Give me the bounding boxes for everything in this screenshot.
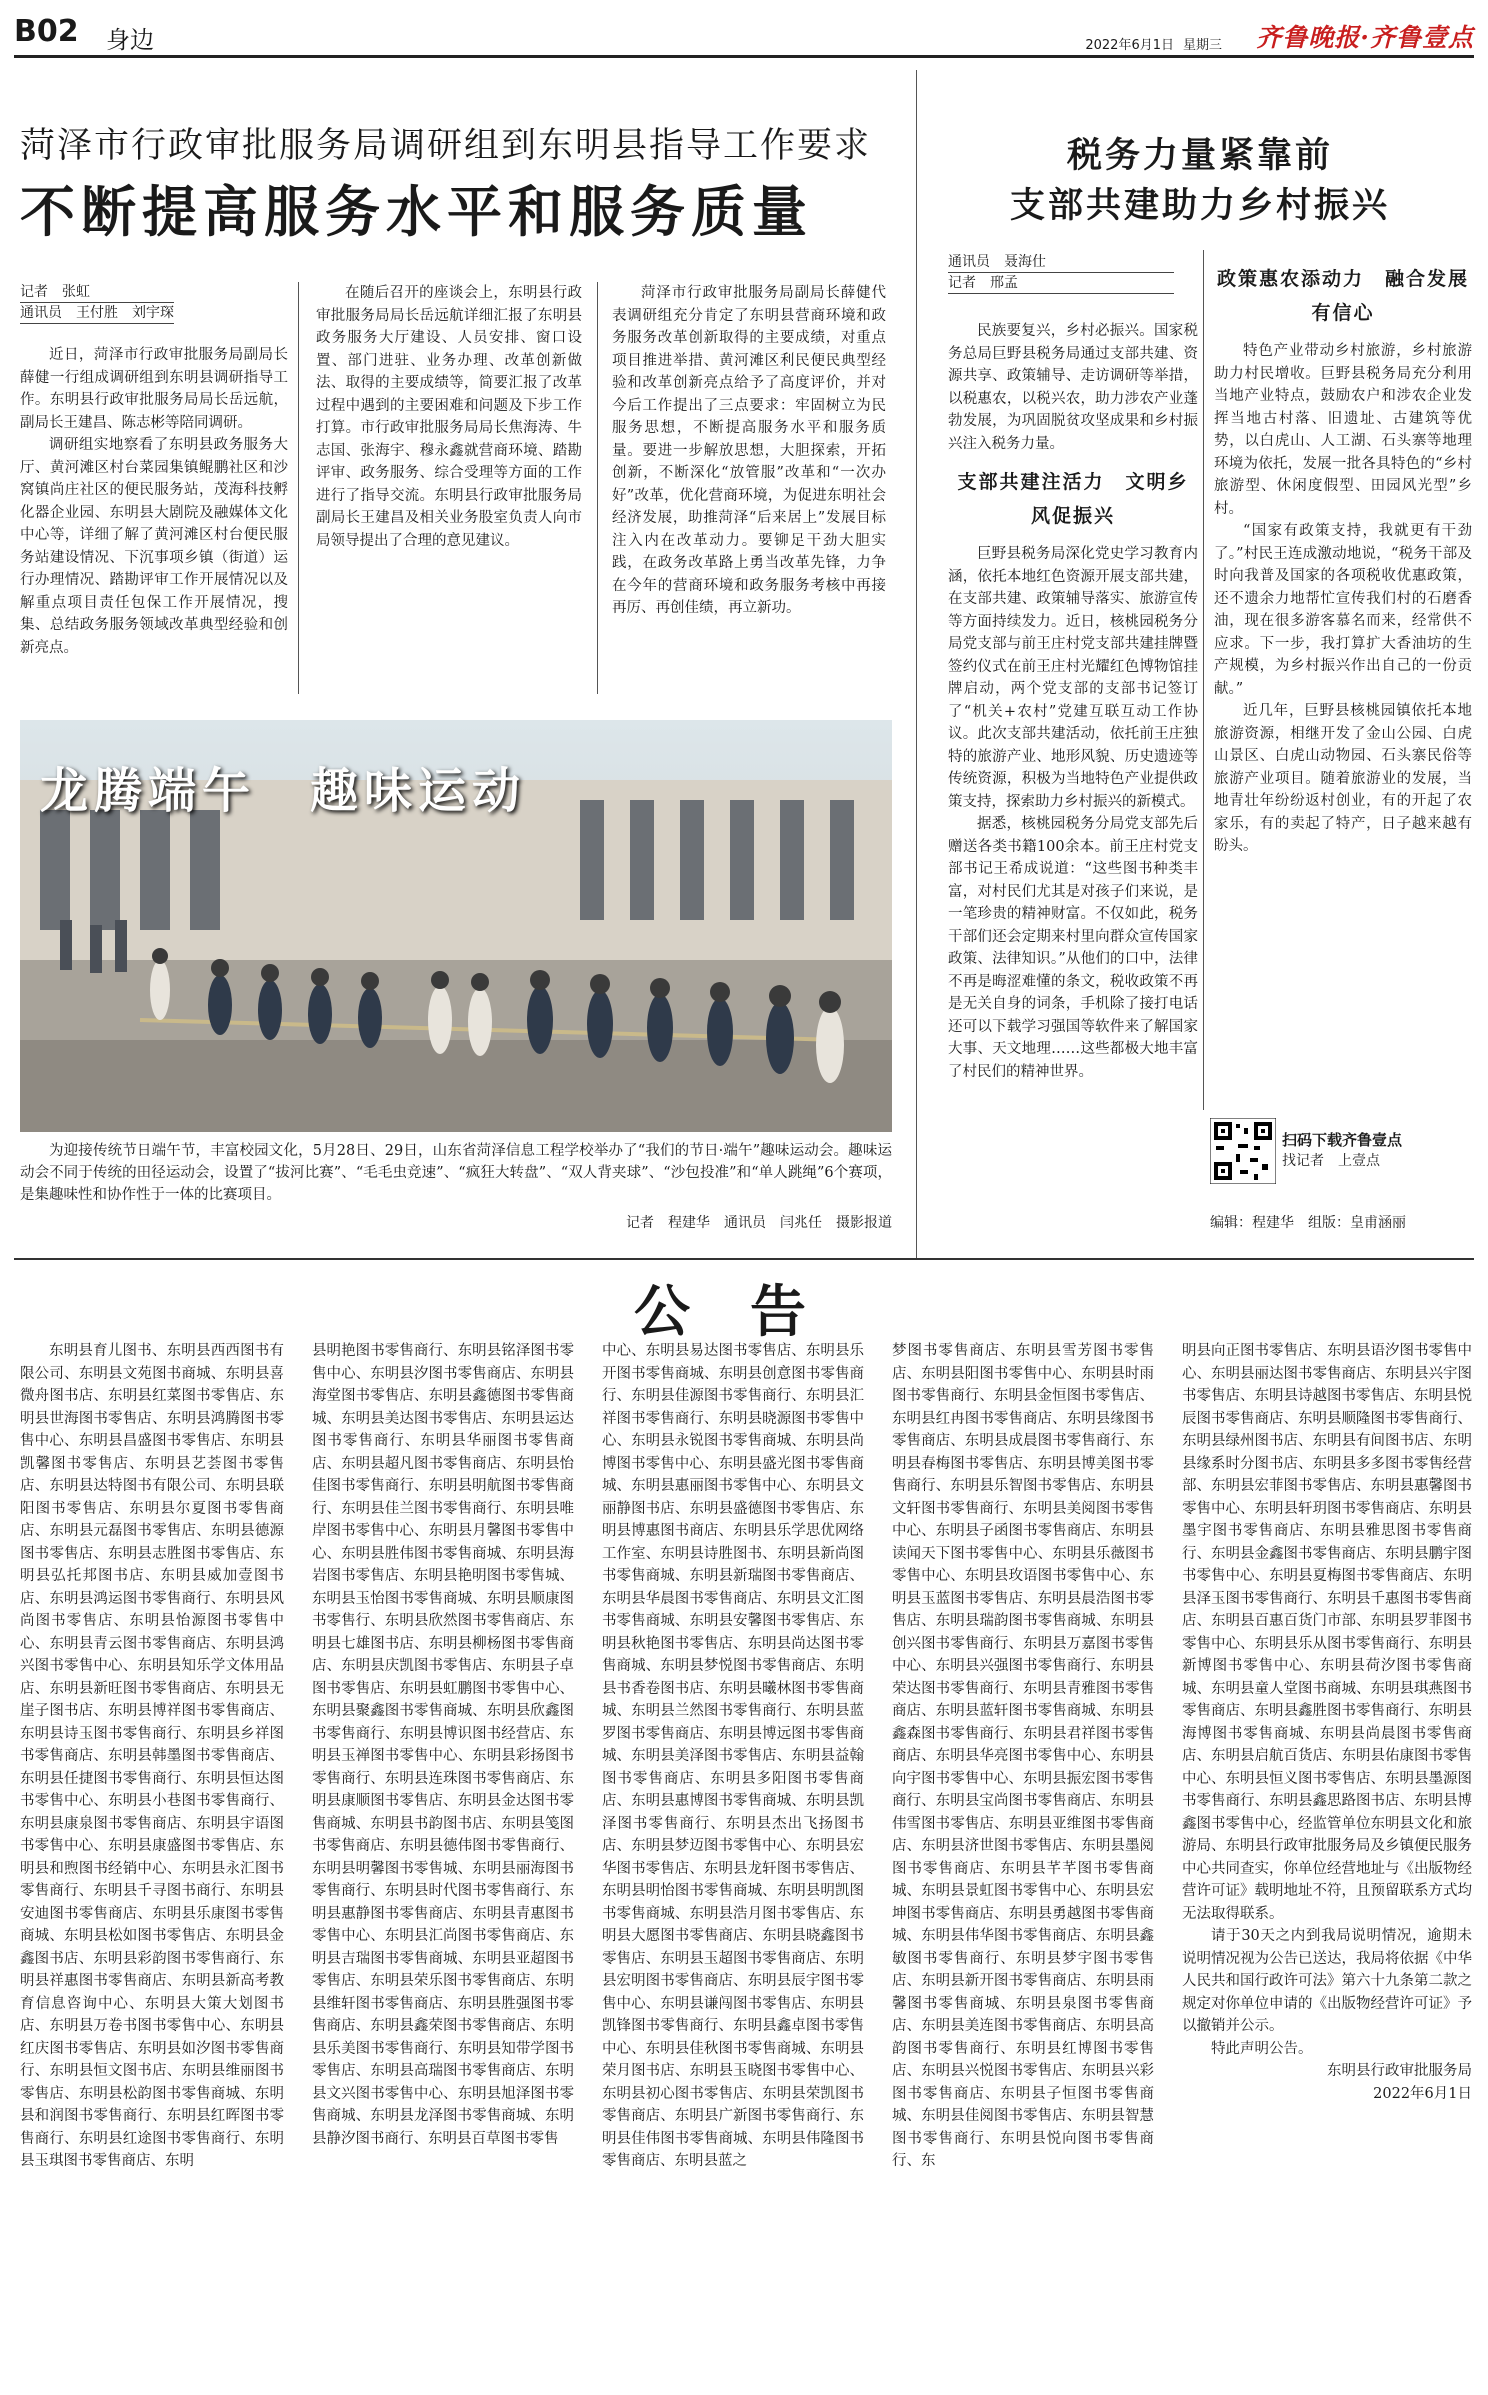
column-divider	[597, 282, 598, 694]
notice-date: 2022年6月1日	[1373, 2085, 1472, 2102]
notice-col4	[892, 1340, 1154, 2380]
column-divider	[916, 70, 917, 1260]
article2-s1-para1: 巨野县税务局深化党史学习教育内涵，依托本地红色资源开展支部共建，在支部共建、政策辅导落实、旅游宣传等方面持续发力。近日，核桃园税务分局党支部与前王庄村党支部共建挂牌暨签约仪式在前王庄村光耀红色博物馆挂牌启动，两个党支部的支部书记签订了“机关+农村”党建互联互动工作协议。此次支部共建活动，依托前王庄独特的旅游产业、地形风貌、历史遗迹等传统资源，积极为当地特色产业提供政策支持，探索助力乡村振兴的新模式。	[948, 546, 1198, 810]
article2-lead: 民族要复兴，乡村必振兴。国家税务总局巨野县税务局通过支部共建、资源共享、政策辅导、走访调研等举措，以税惠农，以税兴农，助力涉农产业蓬勃发展，为巩固脱贫攻坚成果和乡村振兴注入税务力量。	[948, 323, 1198, 452]
article1-col3	[612, 282, 886, 694]
photo-caption: 为迎接传统节日端午节，丰富校园文化，5月28日、29日，山东省菏泽信息工程学校举办了“我们的节日·端午”趣味运动会。趣味运动会不同于传统的田径运动会，设置了“拔河比赛”、“毛毛虫竞速”、“疯狂大转盘”、“双人背夹球”、“沙包投准”和“单人跳绳”6个赛项，是集趣味性和协作性于一体的比赛项目。	[20, 1143, 892, 1203]
section-name: 身边	[106, 26, 154, 54]
qr-label: 扫码下载齐鲁壹点	[1282, 1131, 1403, 1149]
article2-reporter: 记者 邢孟	[948, 273, 1174, 294]
notice-text-3: 中心、东明县易达图书零售店、东明县乐开图书零售商城、东明县创意图书零售商行、东明县佳源图书零售商行、东明县汇祥图书零售商行、东明县晓源图书零售中心、东明县永锐图书零售商城、东明县尚博图书零售中心、东明县盛光图书零售商城、东明县惠丽图书零售中心、东明县文丽静图书店、东明县盛德图书零售店、东明县博惠图书商店、东明县乐学思优网络工作室、东明县诗胜图书、东明县新尚图书零售商城、东明县新瑞图书零售商店、东明县华晨图书零售商店、东明县文汇图书零售商城、东明县安馨图书零售店、东明县秋艳图书零售店、东明县尚达图书零售商城、东明县梦悦图书零售商店、东明县书香卷图书店、东明县曦林图书零售商城、东明县兰然图书零售商行、东明县蓝罗图书零售商店、东明县博远图书零售商城、东明县美泽图书零售店、东明县益翰图书零售商店、东明县多阳图书零售商店、东明县惠博图书零售商城、东明县凯泽图书零售商行、东明县杰出飞扬图书店、东明县梦迈图书零售中心、东明县宏华图书零售店、东明县龙轩图书零售店、东明县明怡图书零售商城、东明县明凯图书零售商城、东明县浩月图书零售店、东明县大愿图书零售商店、东明县晓鑫图书零售店、东明县玉超图书零售商店、东明县宏明图书零售商店、东明县辰宇图书零售中心、东明县谦闯图书零售店、东明县凯锋图书零售商行、东明县鑫卓图书零售中心、东明县佳秋图书零售商城、东明县荣月图书店、东明县玉晓图书零售中心、东明县初心图书零售店、东明县荣凯图书零售商店、东明县广新图书零售商行、东明县佳伟图书零售商城、东明县伟隆图书零售商店、东明县蓝之	[602, 1343, 864, 2169]
article1-reporter: 记者 张虹	[20, 282, 174, 303]
article1-correspondents: 通讯员 王付胜 刘宇琛	[20, 303, 174, 324]
notice-col5	[1182, 1340, 1472, 2380]
photo-credit: 记者 程建华 通讯员 闫兆任 摄影报道	[626, 1215, 892, 1231]
article2-s2-para1: 特色产业带动乡村旅游，乡村旅游助力村民增收。巨野县税务局充分利用当地产业特点，鼓励农户和涉农企业发挥当地古村落、旧遗址、古建筑等优势，以白虎山、人工湖、石头寨等地理环境为依托，发展一批各具特色的“乡村旅游型、休闲度假型、田园风光型”乡村。	[1214, 343, 1472, 517]
article1-title: 不断提高服务水平和服务质量	[20, 179, 814, 244]
article1-para-4: 菏泽市行政审批服务局副局长薛健代表调研组充分肯定了东明县营商环境和政务服务改革创新取得的主要成绩，对重点项目推进举措、黄河滩区利民便民典型经验和改革创新亮点给予了高度评价，并对今后工作提出了三点要求：牢固树立为民服务思想，不断提高服务水平和服务质量。要进一步解放思想，大胆探索，开拓创新，不断深化“放管服”改革和“一次办好”改革，优化营商环境，为促进东明社会经济发展，助推菏泽“后来居上”发展目标注入内在改革动力。要铆足干劲大胆实践，在政务改革路上勇当改革先锋，力争在今年的营商环境和政务服务考核中再接再厉、再创佳绩，再立新功。	[612, 285, 886, 616]
article2-correspondent: 通讯员 聂海仕	[948, 252, 1174, 273]
qr-code[interactable]	[1210, 1118, 1276, 1184]
article1-byline	[20, 282, 174, 324]
page-header	[14, 14, 1474, 58]
column-divider	[1203, 250, 1204, 1110]
article2-subhead1: 支部共建注活力 文明乡风促振兴	[957, 471, 1189, 527]
photo-title: 龙腾端午 趣味运动	[40, 763, 527, 819]
notice-text-5: 明县向正图书零售店、东明县语汐图书零售中心、东明县丽达图书零售商店、东明县兴宇图书零售店、东明县诗越图书零售店、东明县悦辰图书零售商店、东明县顺隆图书零售商行、东明县绿州图书店、东明县有间图书店、东明县缘系时分图书店、东明县多多图书零售经营部、东明县宏菲图书零售店、东明县惠馨图书零售中心、东明县轩玥图书零售商店、东明县墨宇图书零售商店、东明县雅思图书零售商行、东明县金鑫图书零售商店、东明县鹏宇图书零售中心、东明县夏梅图书零售商店、东明县泽玉图书零售商行、东明县千惠图书零售商店、东明县百惠百货门市部、东明县罗菲图书零售中心、东明县乐从图书零售商行、东明县新博图书零售中心、东明县荷汐图书零售商城、东明县童人堂图书商城、东明县琪燕图书零售商店、东明县鑫胜图书零售商行、东明县海博图书零售商城、东明县尚晨图书零售商店、东明县启航百货店、东明县佑康图书零售中心、东明县恒义图书零售店、东明县墨源图书零售商行、东明县鑫思路图书店、东明县博鑫图书零售中心，经监管单位东明县文化和旅游局、东明县行政审批服务局及乡镇便民服务中心共同查实，你单位经营地址与《出版物经营许可证》载明地址不符，且预留联系方式均无法取得联系。	[1182, 1343, 1472, 1922]
notice-col3	[602, 1340, 864, 2380]
article2-col1	[948, 320, 1198, 1230]
article1-para-1: 近日，菏泽市行政审批服务局副局长薛健一行组成调研组到东明县调研指导工作。东明县行政审批服务局局长岳远航，副局长王建昌、陈志彬等陪同调研。	[20, 347, 288, 431]
article2-s2-para2: “国家有政策支持，我就更有干劲了。”村民王连成激动地说，“税务干部及时向我普及国家的各项税收优惠政策，还不遗余力地帮忙宣传我们村的石磨香油，现在很多游客慕名而来，经常供不应求。下一步，我打算扩大香油坊的生产规模，为乡村振兴作出自己的一份贡献。”	[1214, 523, 1472, 697]
notice-title: 公告	[634, 1279, 866, 1345]
notice-text-4: 梦图书零售商店、东明县雪芳图书零售店、东明县阳图书零售中心、东明县时雨图书零售商行、东明县金恒图书零售店、东明县红冉图书零售商店、东明县缘图书零售商店、东明县成晨图书零售商行、东明县春梅图书零售店、东明县博美图书零售商行、东明县乐智图书零售店、东明县文轩图书零售商行、东明县美阅图书零售中心、东明县子函图书零售商店、东明县读闻天下图书零售中心、东明县乐薇图书零售中心、东明县玫语图书零售中心、东明县玉蓝图书零售店、东明县晨浩图书零售店、东明县瑞韵图书零售商城、东明县创兴图书零售商行、东明县万嘉图书零售中心、东明县兴强图书零售商行、东明县荣达图书零售商行、东明县青雅图书零售商店、东明县蓝轩图书零售商城、东明县鑫森图书零售商行、东明县君祥图书零售商店、东明县华亮图书零售中心、东明县向宇图书零售中心、东明县振宏图书零售商行、东明县宝尚图书零售商店、东明县伟雪图书零售店、东明县亚维图书零售商店、东明县济世图书零售店、东明县墨阅图书零售商店、东明县芊芊图书零售商城、东明县景虹图书零售中心、东明县宏坤图书零售商店、东明县勇越图书零售商城、东明县伟华图书零售商店、东明县鑫敏图书零售商行、东明县梦宇图书零售店、东明县新开图书零售商店、东明县雨馨图书零售商城、东明县泉图书零售商店、东明县美连图书零售商店、东明县高韵图书零售商行、东明县红博图书零售店、东明县兴悦图书零售店、东明县兴彩图书零售商店、东明县子恒图书零售商城、东明县佳阅图书零售店、东明县智慧图书零售商行、东明县悦向图书零售商行、东	[892, 1343, 1154, 2169]
article1-para-2: 调研组实地察看了东明县政务服务大厅、黄河滩区村台菜园集镇鲲鹏社区和沙窝镇尚庄社区的便民服务站，茂海科技孵化器企业园、东明县大剧院及融媒体文化中心等，详细了解了黄河滩区村台便民服务站建设情况、下沉事项乡镇（街道）运行办理情况、踏勘评审工作开展情况以及解重点项目责任包保工作开展情况，搜集、总结政务服务领域改革典型经验和创新亮点。	[20, 437, 288, 656]
qr-caption	[1282, 1130, 1402, 1171]
newspaper-logo: 齐鲁晚报·齐鲁壹点	[1256, 23, 1474, 52]
editor-credit: 编辑：程建华 组版：皇甫涵丽	[1210, 1215, 1406, 1231]
notice-col1	[20, 1340, 284, 2380]
article2-col2	[1214, 252, 1472, 1092]
issue-weekday: 星期三	[1182, 38, 1222, 53]
notice-text-2: 县明艳图书零售商行、东明县铭泽图书零售中心、东明县汐图书零售商店、东明县海堂图书零售店、东明县鑫德图书零售商城、东明县美达图书零售店、东明县运达图书零售商行、东明县华丽图书零售商店、东明县超凡图书零售商店、东明县怡佳图书零售商行、东明县明航图书零售商行、东明县佳兰图书零售商行、东明县唯岸图书零售中心、东明县月馨图书零售中心、东明县胜伟图书零售商城、东明县海岩图书零售店、东明县艳明图书零售城、东明县玉怡图书零售商城、东明县顺康图书零售行、东明县欣然图书零售商店、东明县七雄图书店、东明县柳杨图书零售商店、东明县庆凯图书零售店、东明县子卓图书零售店、东明县虹鹏图书零售中心、东明县聚鑫图书零售商城、东明县欣鑫图书零售商行、东明县博识图书经营店、东明县玉禅图书零售中心、东明县彩扬图书零售商行、东明县连珠图书零售商店、东明县康顺图书零售店、东明县金达图书零售商城、东明县书韵图书店、东明县笺图书零售商店、东明县德伟图书零售商行、东明县明馨图书零售城、东明县丽海图书零售商行、东明县时代图书零售商行、东明县惠静图书零售商店、东明县青惠图书零售中心、东明县汇尚图书零售商店、东明县吉瑞图书零售商城、东明县亚超图书零售店、东明县荣乐图书零售商店、东明县维轩图书零售商店、东明县胜强图书零售商店、东明县鑫荣图书零售商店、东明县乐美图书零售商行、东明县知带学图书零售店、东明县高瑞图书零售商店、东明县文兴图书零售中心、东明县旭泽图书零售商城、东明县龙泽图书零售商城、东明县静汐图书商行、东明县百草图书零售	[312, 1343, 574, 2147]
article1-para-3: 在随后召开的座谈会上，东明县行政审批服务局局长岳远航详细汇报了东明县政务服务大厅建设、人员安排、窗口设置、部门进驻、业务办理、改革创新做法、取得的主要成绩等，简要汇报了改革过程中遇到的主要困难和问题及下步工作打算。市行政审批服务局局长焦海涛、牛志国、张海宇、穆永鑫就营商环境、踏勘评审、政务服务、综合受理等方面的工作进行了指导交流。东明县行政审批服务局副局长王建昌及相关业务股室负责人向市局领导提出了合理的意见建议。	[316, 285, 582, 549]
notice-col2	[312, 1340, 574, 2380]
notice-signer: 东明县行政审批服务局	[1327, 2063, 1472, 2079]
column-divider	[298, 282, 299, 694]
article2-s2-para3: 近几年，巨野县核桃园镇依托本地旅游资源，相继开发了金山公园、白虎山景区、白虎山动物园、石头寨民俗等旅游产业项目。随着旅游业的发展，当地青壮年纷纷返村创业，有的开起了农家乐，有的卖起了特产，日子越来越有盼头。	[1214, 703, 1472, 854]
qr-sub: 找记者 上壹点	[1282, 1153, 1380, 1169]
article1-col2	[316, 282, 582, 694]
notice-text-1: 东明县育儿图书、东明县西西图书有限公司、东明县文苑图书商城、东明县喜微舟图书店、东明县红菜图书零售店、东明县世海图书零售店、东明县鸿腾图书零售中心、东明县昌盛图书零售店、东明县凯馨图书零售店、东明县艺荟图书零售店、东明县达特图书有限公司、东明县联阳图书零售店、东明县尔夏图书零售商店、东明县元磊图书零售店、东明县德源图书零售店、东明县志胜图书零售店、东明县弘托邦图书店、东明县威加壹图书店、东明县鸿运图书零售商行、东明县风尚图书零售店、东明县怡源图书零售中心、东明县青云图书零售商店、东明县鸿兴图书零售中心、东明县知乐学文体用品店、东明县新旺图书零售商店、东明县无崖子图书店、东明县博祥图书零售商店、东明县诗玉图书零售商行、东明县乡祥图书零售商店、东明县韩墨图书零售商店、东明县任捷图书零售商行、东明县恒达图书零售中心、东明县小巷图书零售商行、东明县康泉图书零售商店、东明县宇语图书零售中心、东明县康盛图书零售店、东明县和煦图书经销中心、东明县永汇图书零售商行、东明县千寻图书商行、东明县安迪图书零售商店、东明县乐康图书零售商城、东明县松如图书零售店、东明县金鑫图书店、东明县彩韵图书零售商行、东明县祥惠图书零售商店、东明县新高考教育信息咨询中心、东明县大策大划图书店、东明县万卷书图书零售中心、东明县红庆图书零售店、东明县如汐图书零售商行、东明县恒文图书店、东明县维丽图书零售店、东明县松韵图书零售商城、东明县和润图书零售商行、东明县红晖图书零售商行、东明县红途图书零售商行、东明县玉琪图书零售商店、东明	[20, 1343, 284, 2169]
article1-subtitle: 菏泽市行政审批服务局调研组到东明县指导工作要求	[20, 126, 872, 166]
notice-text-6: 请于30天之内到我局说明情况，逾期未说明情况视为公告已送达，我局将依据《中华人民共和国行政许可法》第六十九条第二款之规定对你单位申请的《出版物经营许可证》予以撤销并公示。	[1182, 1928, 1472, 2034]
article2-title-line1: 税务力量紧靠前	[1066, 135, 1333, 176]
section-divider	[14, 1258, 1474, 1260]
page-number: B02	[14, 14, 79, 49]
article2-title-line2: 支部共建助力乡村振兴	[1009, 185, 1390, 226]
article2-byline	[948, 252, 1174, 294]
article1-col1	[20, 344, 288, 694]
tug-of-war-photo	[20, 720, 892, 1132]
article2-s1-para2: 据悉，核桃园税务分局党支部先后赠送各类书籍100余本。前王庄村党支部书记王希成说道：“这些图书种类丰富，对村民们尤其是对孩子们来说，是一笔珍贵的精神财富。不仅如此，税务干部们还会定期来村里向群众宣传国家政策、法律知识。”从他们的口中，法律不再是晦涩难懂的条文，税收政策不再是无关自身的词条，手机除了接打电话还可以下载学习强国等软件来了解国家大事、天文地理……这些都极大地丰富了村民们的精神世界。	[948, 816, 1198, 1080]
article2-subhead2: 政策惠农添动力 融合发展有信心	[1216, 268, 1469, 324]
issue-date: 2022年6月1日	[1085, 38, 1174, 53]
notice-text-7: 特此声明公告。	[1211, 2040, 1313, 2057]
